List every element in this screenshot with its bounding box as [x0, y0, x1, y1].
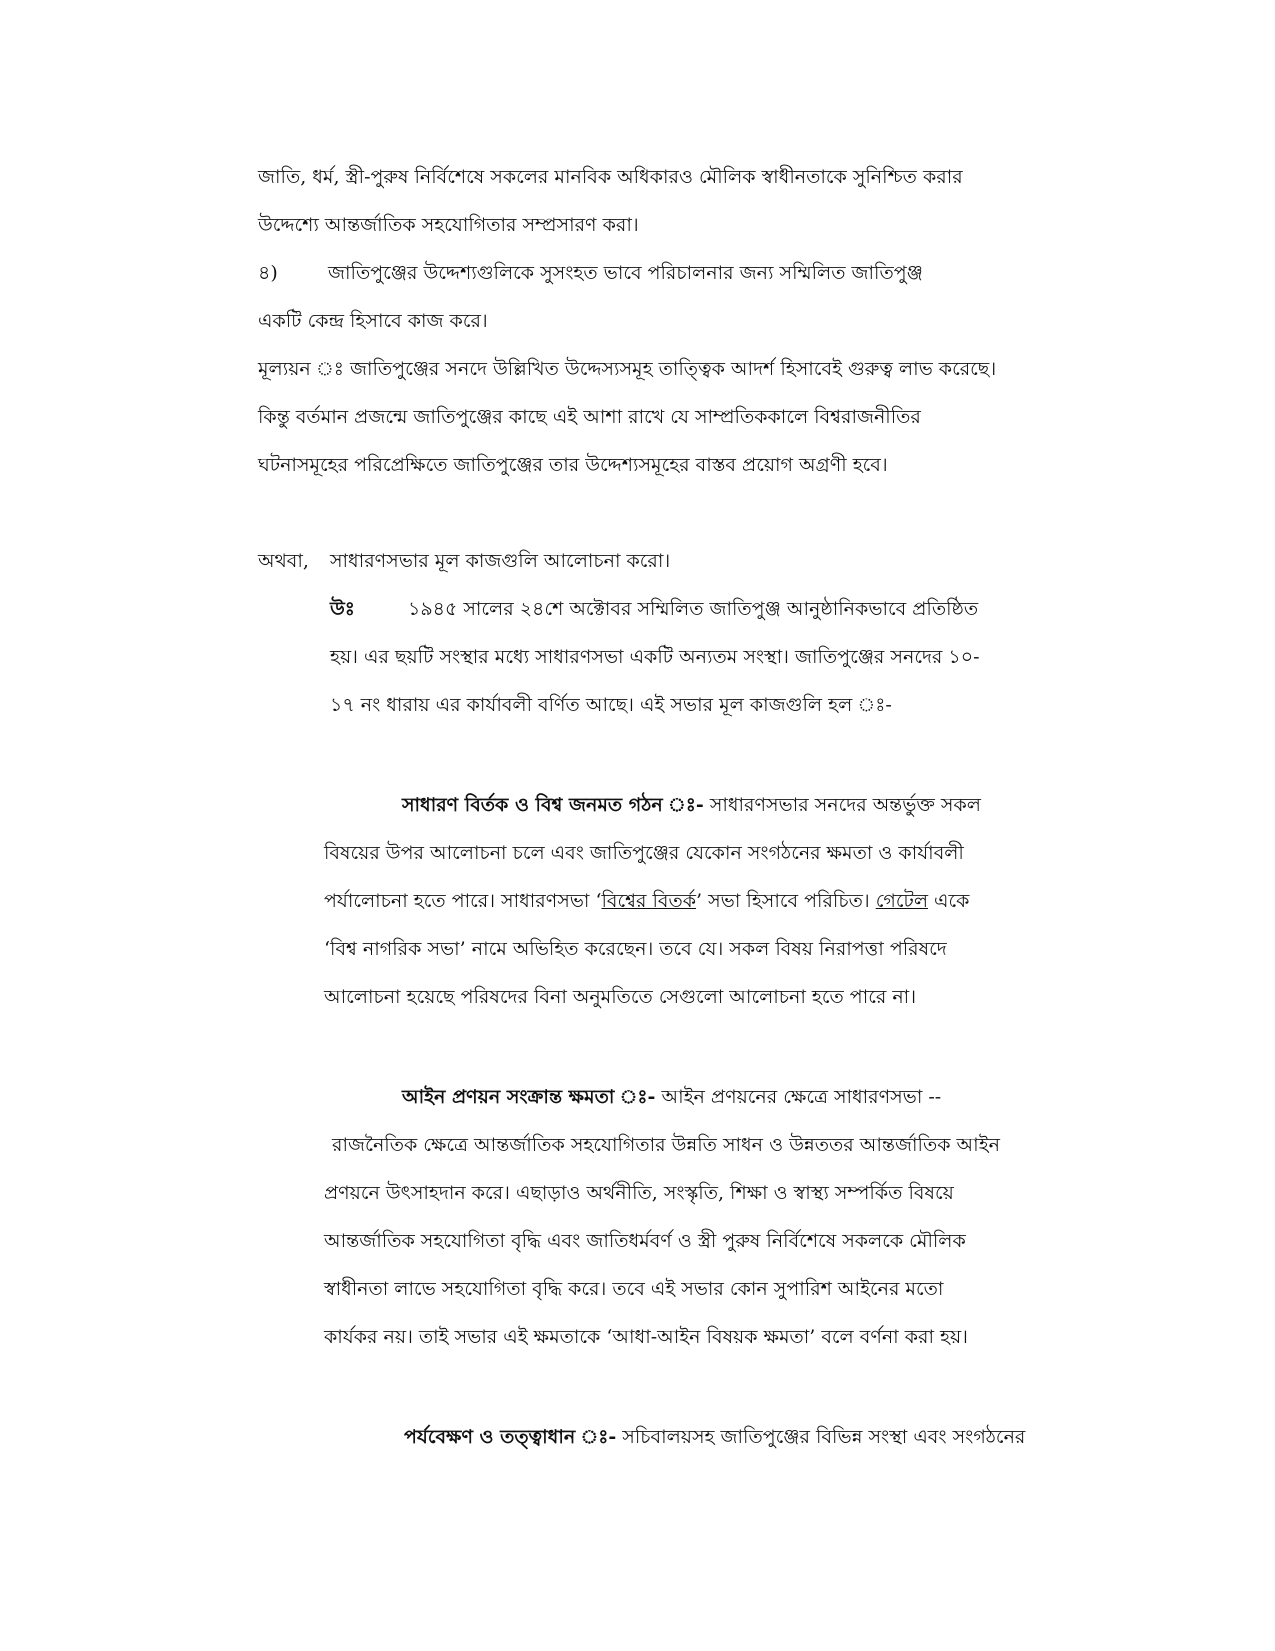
paragraph-line: প্রণয়নে উৎসাহদান করে। এছাড়াও অর্থনীতি, সংস্কৃতি, শিক্ষা ও স্বাস্থ্য সম্পর্কিত বিষয়ে — [324, 1182, 954, 1204]
underlined-term: বিশ্বের বিতর্ক — [601, 890, 697, 912]
list-item-text: জাতিপুঞ্জের উদ্দেশ্যগুলিকে সুসংহত ভাবে পরিচালনার জন্য সম্মিলিত জাতিপুঞ্জ — [328, 262, 923, 284]
paragraph-line: কার্যকর নয়। তাই সভার এই ক্ষমতাকে ‘আধা-আইন বিষয়ক ক্ষমতা’ বলে বর্ণনা করা হয়। — [324, 1326, 968, 1348]
section-first-line — [402, 794, 981, 817]
section-text: সাধারণসভার সনদের অন্তর্ভুক্ত সকল — [703, 794, 981, 816]
section-first-line — [404, 1426, 1025, 1449]
paragraph-line: কিন্তু বর্তমান প্রজন্মে জাতিপুঞ্জের কাছে এই আশা রাখে যে সাম্প্রতিককালে বিশ্বরাজনীতির — [258, 406, 921, 428]
underlined-name: গেটেল — [875, 890, 928, 912]
text-segment: একে — [928, 890, 970, 912]
paragraph-line — [324, 890, 969, 913]
section-text: আইন প্রণয়নের ক্ষেত্রে সাধারণসভা -- — [655, 1086, 942, 1108]
section-heading: আইন প্রণয়ন সংক্রান্ত ক্ষমতা ঃ- — [402, 1086, 656, 1108]
paragraph-line: উদ্দেশ্যে আন্তর্জাতিক সহযোগিতার সম্প্রসারণ করা। — [258, 214, 639, 236]
paragraph-line: বিষয়ের উপর আলোচনা চলে এবং জাতিপুঞ্জের যেকোন সংগঠনের ক্ষমতা ও কার্যাবলী — [324, 842, 964, 864]
section-heading: সাধারণ বির্তক ও বিশ্ব জনমত গঠন ঃ- — [402, 794, 704, 816]
paragraph-line: রাজনৈতিক ক্ষেত্রে আন্তর্জাতিক সহযোগিতার উন্নতি সাধন ও উন্নততর আন্তর্জাতিক আইন — [332, 1134, 1000, 1156]
list-number: ৪) — [258, 262, 278, 284]
paragraph-line: স্বাধীনতা লাভে সহযোগিতা বৃদ্ধি করে। তবে এই সভার কোন সুপারিশ আইনের মতো — [324, 1278, 944, 1300]
paragraph-line: হয়। এর ছয়টি সংস্থার মধ্যে সাধারণসভা একটি অন্যতম সংস্থা। জাতিপুঞ্জের সনদের ১০- — [330, 646, 980, 668]
section-heading: পর্যবেক্ষণ ও তত্ত্বাধান ঃ- — [404, 1426, 617, 1448]
paragraph-line: ঘটনাসমূহের পরিপ্রেক্ষিতে জাতিপুঞ্জের তার উদ্দেশ্যসমূহের বাস্তব প্রয়োগ অগ্রণী হবে। — [258, 454, 888, 476]
answer-text: ১৯৪৫ সালের ২৪শে অক্টোবর সম্মিলিত জাতিপুঞ্জ আনুষ্ঠানিকভাবে প্রতিষ্ঠিত — [408, 598, 979, 620]
paragraph-line: ১৭ নং ধারায় এর কার্যাবলী বর্ণিত আছে। এই সভার মূল কাজগুলি হল ঃ- — [330, 694, 892, 716]
question-text: সাধারণসভার মূল কাজগুলি আলোচনা করো। — [330, 550, 671, 572]
list-item — [258, 262, 923, 285]
paragraph-line: মূল্যয়ন ঃ জাতিপুঞ্জের সনদে উল্লিখিত উদ্দেস্যসমূহ তাত্ত্বিক আদর্শ হিসাবেই গুরুত্ব লাভ করেছে। — [258, 358, 997, 380]
section-first-line — [402, 1086, 941, 1109]
section-text: সচিবালয়সহ জাতিপুঞ্জের বিভিন্ন সংস্থা এবং সংগঠনের — [616, 1426, 1026, 1448]
question — [258, 550, 670, 573]
question-prefix: অথবা, — [258, 550, 309, 572]
paragraph-line: ‘বিশ্ব নাগরিক সভা’ নামে অভিহিত করেছেন। তবে যে। সকল বিষয় নিরাপত্তা পরিষদে — [324, 938, 947, 960]
text-segment: পর্যালোচনা হতে পারে। সাধারণসভা ‘ — [324, 890, 602, 912]
paragraph-line: আন্তর্জাতিক সহযোগিতা বৃদ্ধি এবং জাতিধর্মবর্ণ ও স্ত্রী পুরুষ নির্বিশেষে সকলকে মৌলিক — [324, 1230, 966, 1252]
answer-line — [330, 598, 978, 621]
paragraph-line: আলোচনা হয়েছে পরিষদের বিনা অনুমতিতে সেগুলো আলোচনা হতে পারে না। — [324, 986, 916, 1008]
text-segment: ’ সভা হিসাবে পরিচিত। — [696, 890, 876, 912]
paragraph-line: জাতি, ধর্ম, স্ত্রী-পুরুষ নির্বিশেষে সকলের মানবিক অধিকারও মৌলিক স্বাধীনতাকে সুনিশ্চিত করার — [258, 166, 963, 188]
answer-label: উঃ — [330, 598, 355, 620]
paragraph-line: একটি কেন্দ্র হিসাবে কাজ করে। — [258, 310, 488, 332]
